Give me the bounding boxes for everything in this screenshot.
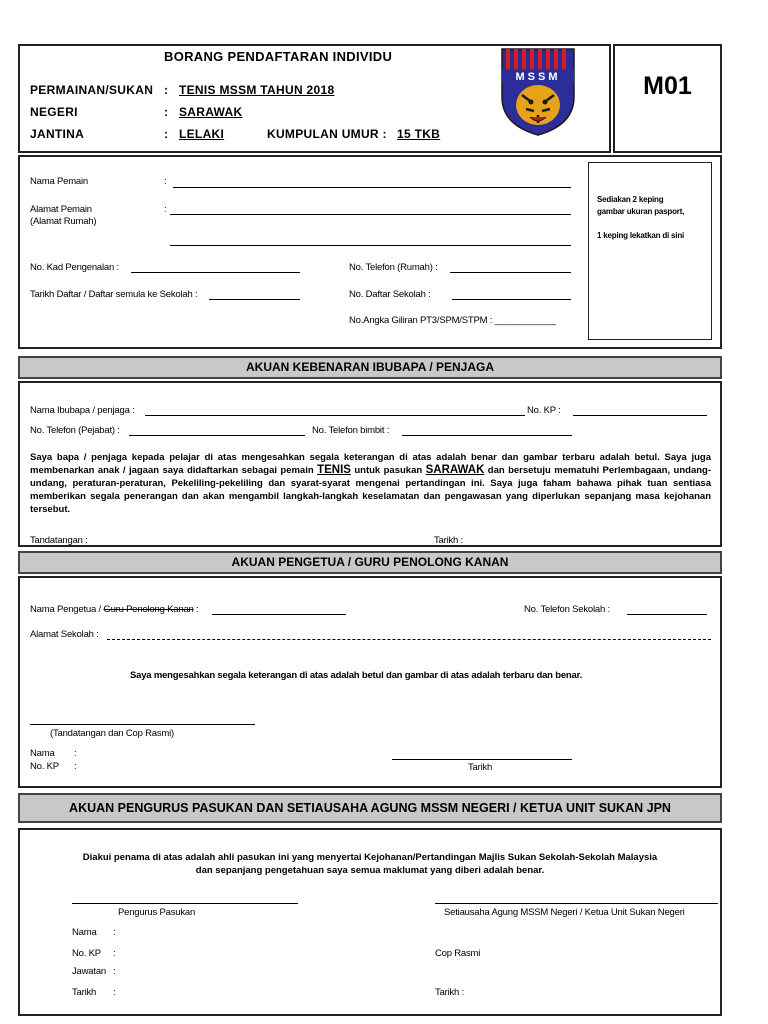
principal-declaration: Saya mengesahkan segala keterangan di atas adalah betul dan gambar di atas adalah terbaru dan benar.	[130, 670, 583, 681]
gender-value: LELAKI	[179, 127, 225, 141]
principal-section-header	[18, 551, 722, 574]
ic-label: No. Kad Pengenalan :	[30, 262, 119, 273]
manager-kp-label: No. KP	[72, 948, 101, 959]
parent-kp-label: No. KP :	[527, 405, 561, 416]
form-title: BORANG PENDAFTARAN INDIVIDU	[164, 49, 393, 64]
player-address-field-1[interactable]	[170, 214, 571, 215]
parent-name-field[interactable]	[145, 415, 525, 416]
manager-name-colon: :	[113, 927, 116, 938]
parent-sign-row-clip	[20, 530, 720, 545]
principal-date-line[interactable]	[392, 759, 572, 760]
principal-name-colon: :	[74, 748, 77, 759]
player-name-colon: :	[164, 176, 167, 187]
form-code: M01	[643, 72, 692, 100]
exam-no-label: No.Angka Giliran PT3/SPM/STPM : ____________	[349, 315, 556, 326]
mssm-logo	[498, 45, 578, 137]
secretary-date-label: Tarikh :	[435, 987, 465, 998]
state-colon: :	[164, 105, 169, 119]
gender-colon: :	[164, 127, 169, 141]
parent-declaration: Saya bapa / penjaga kepada pelajar di atas mengesahkan segala keterangan di atas adalah benar dan gambar terbaru adalah betul. Saya juga membenarkan anak / jagaan saya didaftarkan sebagai pemain TENIS untuk pasukan SARAWAK dan bersetuju mematuhi Perlembagaan, undang-undang, peraturan-peraturan, Pekeliling-pekeliling dan syarat-syarat mengenai pertandingan ini. Saya juga faham bahawa pihak tuan sentiasa memberikan segala penerangan dan akan mengambil langkah-langkah keselamatan dan pengawasan yang diperlukan sepanjang masa kejohanan tersebut.	[30, 452, 711, 515]
game-label: PERMAINAN/SUKAN	[30, 83, 154, 97]
parent-name-label: Nama Ibubapa / penjaga :	[30, 405, 135, 416]
player-address-label: Alamat Pemain	[30, 204, 92, 215]
principal-kp-colon: :	[74, 761, 77, 772]
manager-name-label: Nama	[72, 927, 97, 938]
reg-date-field[interactable]	[209, 299, 300, 300]
ic-field[interactable]	[131, 272, 300, 273]
declared-state: SARAWAK	[425, 464, 485, 476]
mobile-field[interactable]	[402, 435, 572, 436]
office-phone-label: No. Telefon (Pejabat) :	[30, 425, 120, 436]
game-value: TENIS MSSM TAHUN 2018	[179, 83, 335, 97]
office-phone-field[interactable]	[129, 435, 305, 436]
reg-date-label: Tarikh Daftar / Daftar semula ke Sekolah :	[30, 289, 198, 300]
principal-name-label-2: Nama	[30, 748, 55, 759]
player-name-field[interactable]	[173, 187, 571, 188]
school-reg-label: No. Daftar Sekolah :	[349, 289, 431, 300]
school-address-field[interactable]	[107, 639, 711, 640]
principal-section-title: AKUAN PENGETUA / GURU PENOLONG KANAN	[231, 555, 509, 569]
declared-sport: TENIS	[317, 464, 351, 476]
principal-name-label: Nama Pengetua / Guru Penolong Kanan :	[30, 604, 199, 615]
player-name-label: Nama Pemain	[30, 176, 88, 187]
school-phone-label: No. Telefon Sekolah :	[524, 604, 610, 615]
photo-instruction-1: Sediakan 2 keping	[597, 195, 664, 204]
school-reg-field[interactable]	[452, 299, 571, 300]
state-value: SARAWAK	[179, 105, 243, 119]
parent-section-title: AKUAN KEBENARAN IBUBAPA / PENJAGA	[245, 360, 494, 374]
team-manager-caption: Pengurus Pasukan	[118, 907, 196, 918]
principal-signature-line[interactable]	[30, 724, 255, 725]
secretary-signature-line[interactable]	[435, 903, 718, 904]
photo-box	[588, 162, 712, 340]
manager-kp-colon: :	[113, 948, 116, 959]
manager-position-label: Jawatan	[72, 966, 106, 977]
player-address-field-2[interactable]	[170, 245, 571, 246]
mobile-label: No. Telefon bimbit :	[312, 425, 390, 436]
team-manager-signature-line[interactable]	[72, 903, 298, 904]
player-address-colon: :	[164, 204, 167, 215]
age-group-value: 15 TKB	[397, 127, 441, 141]
parent-date-label: Tarikh :	[434, 535, 464, 545]
school-phone-field[interactable]	[627, 614, 707, 615]
manager-date-colon: :	[113, 987, 116, 998]
parent-kp-field[interactable]	[573, 415, 707, 416]
state-label: NEGERI	[30, 105, 78, 119]
manager-section-title: AKUAN PENGURUS PASUKAN DAN SETIAUSAHA AGUNG MSSM NEGERI / KETUA UNIT SUKAN JPN	[69, 801, 671, 815]
parent-signature-label: Tandatangan :	[30, 535, 88, 545]
secretary-caption: Setiausaha Agung MSSM Negeri / Ketua Unit Sukan Negeri	[444, 907, 685, 918]
manager-declaration: Diakui penama di atas adalah ahli pasukan ini yang menyertai Kejohanan/Pertandingan Majlis Sukan Sekolah-Sekolah Malaysia dan sepanjang pengetahuan saya semua maklumat yang diberi adalah benar.	[82, 852, 658, 876]
principal-date-caption: Tarikh	[468, 762, 493, 773]
age-group-label: KUMPULAN UMUR :	[267, 127, 387, 141]
phone-home-label: No. Telefon (Rumah) :	[349, 262, 438, 273]
official-stamp-label: Cop Rasmi	[435, 948, 481, 959]
manager-position-colon: :	[113, 966, 116, 977]
parent-section-header	[18, 356, 722, 379]
gender-label: JANTINA	[30, 127, 85, 141]
photo-instruction-3: 1 keping lekatkan di sini	[597, 231, 685, 240]
principal-signature-caption: (Tandatangan dan Cop Rasmi)	[50, 728, 174, 739]
manager-date-label: Tarikh	[72, 987, 97, 998]
svg-text:MSSM: MSSM	[515, 71, 561, 83]
player-address-sublabel: (Alamat Rumah)	[30, 216, 97, 227]
school-address-label: Alamat Sekolah :	[30, 629, 99, 640]
game-colon: :	[164, 83, 169, 97]
phone-home-field[interactable]	[450, 272, 571, 273]
manager-section-header	[18, 793, 722, 823]
principal-name-field[interactable]	[212, 614, 346, 615]
photo-instruction-2: gambar ukuran pasport,	[597, 207, 685, 216]
principal-kp-label: No. KP	[30, 761, 59, 772]
